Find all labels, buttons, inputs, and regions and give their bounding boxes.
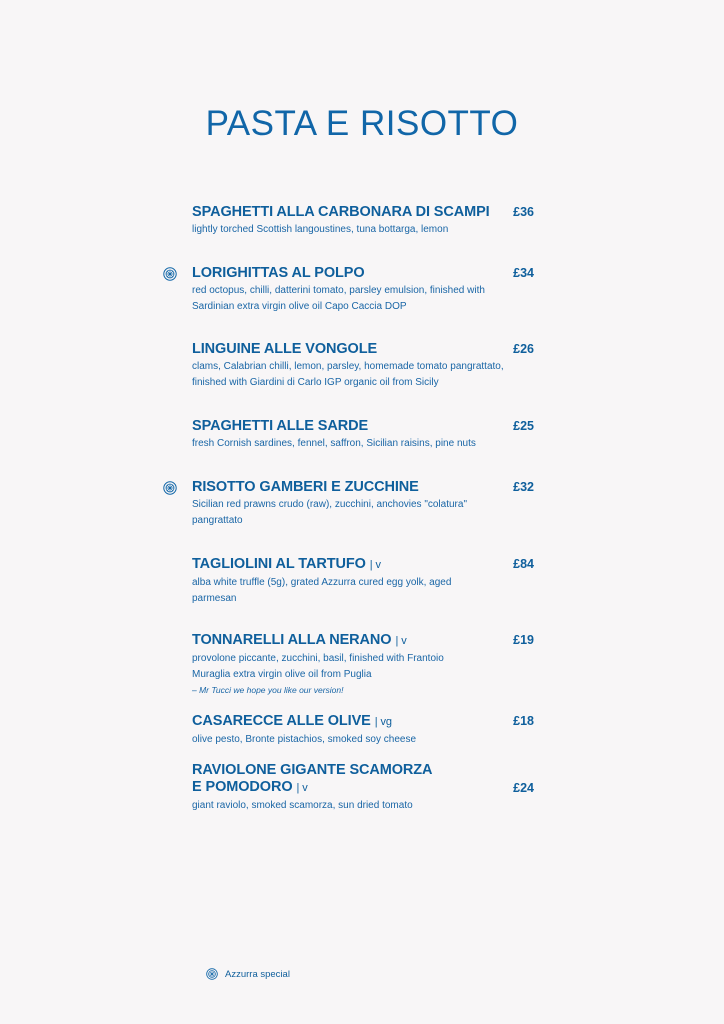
menu-item (192, 479, 534, 529)
item-price: £32 (513, 480, 534, 494)
item-name: RISOTTO GAMBERI E ZUCCHINE (192, 479, 419, 495)
menu-item (192, 713, 534, 748)
item-price: £84 (513, 557, 534, 571)
item-price: £36 (513, 205, 534, 219)
azzurra-special-icon (163, 481, 177, 495)
item-name: RAVIOLONE GIGANTE SCAMORZA E POMODORO | v (192, 762, 433, 795)
azzurra-special-icon (206, 968, 218, 980)
menu-item (192, 341, 534, 391)
item-price: £26 (513, 342, 534, 356)
menu-item (192, 762, 534, 814)
diet-tag: | v (369, 559, 381, 571)
item-description: Sicilian red prawns crudo (raw), zucchini, anchovies "colatura" pangrattato (192, 499, 467, 526)
item-name: TAGLIOLINI AL TARTUFO | v (192, 556, 381, 572)
item-name: LORIGHITTAS AL POLPO (192, 265, 365, 281)
item-description: olive pesto, Bronte pistachios, smoked soy cheese (192, 734, 417, 745)
diet-tag: | v (395, 635, 407, 647)
special-legend (206, 968, 290, 980)
menu-item (192, 204, 534, 238)
legend-label: Azzurra special (225, 968, 290, 980)
item-description: giant raviolo, smoked scamorza, sun dried tomato (192, 800, 413, 811)
item-price: £25 (513, 419, 534, 433)
menu-item (192, 265, 534, 315)
menu-item (192, 632, 534, 697)
item-name: TONNARELLI ALLA NERANO | v (192, 632, 407, 648)
diet-tag: | vg (374, 716, 392, 728)
item-note: – Mr Tucci we hope you like our version! (192, 685, 344, 695)
item-description: lightly torched Scottish langoustines, tuna bottarga, lemon (192, 224, 449, 235)
item-description: fresh Cornish sardines, fennel, saffron, Sicilian raisins, pine nuts (192, 438, 476, 449)
item-name: SPAGHETTI ALLA CARBONARA DI SCAMPI (192, 204, 490, 220)
menu-item (192, 418, 534, 452)
item-description: clams, Calabrian chilli, lemon, parsley, homemade tomato pangrattato, finished with Giardini di Carlo IGP organic oil from Sicily (192, 361, 504, 388)
item-description: alba white truffle (5g), grated Azzurra cured egg yolk, aged parmesan (192, 577, 452, 604)
page-title: PASTA E RISOTTO (205, 104, 519, 143)
item-name: SPAGHETTI ALLE SARDE (192, 418, 369, 434)
item-price: £18 (513, 714, 534, 728)
azzurra-special-icon (163, 267, 177, 281)
item-price: £19 (513, 633, 534, 647)
item-name: LINGUINE ALLE VONGOLE (192, 341, 378, 357)
item-price: £34 (513, 266, 534, 280)
item-name: CASARECCE ALLE OLIVE | vg (192, 713, 392, 729)
diet-tag: | v (296, 782, 308, 794)
item-price: £24 (513, 781, 534, 795)
item-description: provolone piccante, zucchini, basil, finished with Frantoio Muraglia extra virgin olive oil from Puglia (192, 653, 444, 680)
item-description: red octopus, chilli, datterini tomato, parsley emulsion, finished with Sardinian extra virgin olive oil Capo Caccia DOP (192, 285, 485, 312)
menu-item (192, 556, 534, 607)
